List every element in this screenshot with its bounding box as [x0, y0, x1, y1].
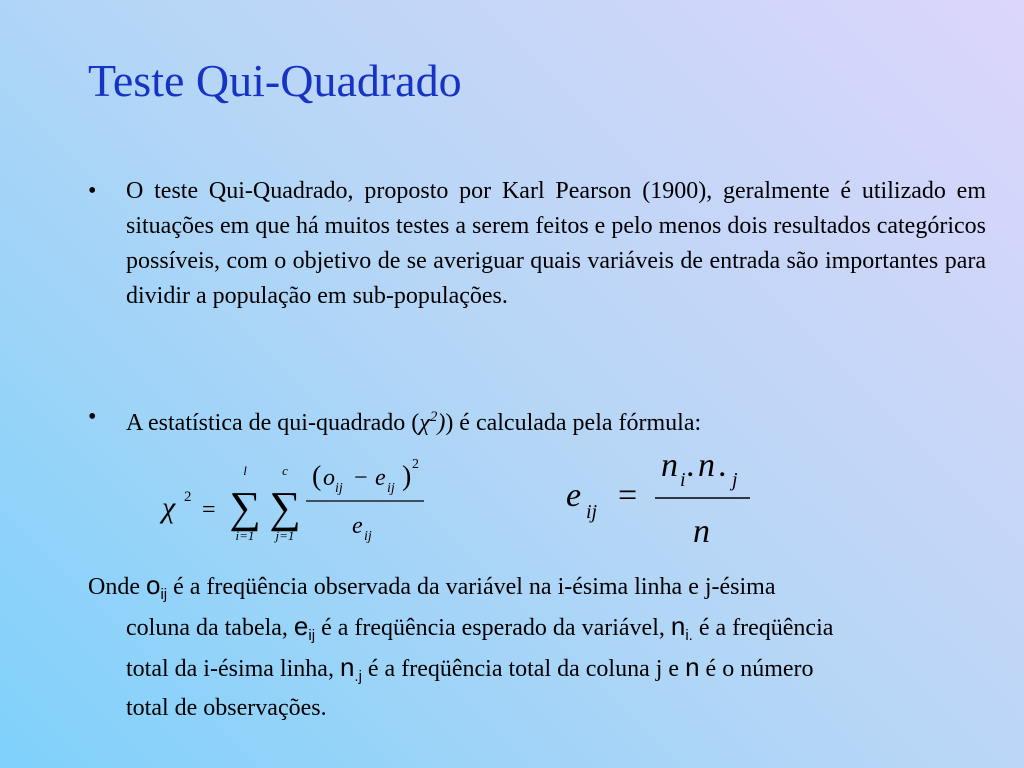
- formula-svg: [0, 440, 1024, 560]
- sum2-top: c: [282, 463, 288, 478]
- svg-text:i: i: [680, 469, 686, 491]
- chi-power: 2: [184, 489, 192, 505]
- slide-title: Teste Qui-Quadrado: [88, 55, 462, 106]
- sigma-1: ∑: [229, 483, 261, 532]
- svg-text:ij: ij: [387, 481, 395, 496]
- sum1-bottom: i=1: [235, 528, 255, 543]
- bullet-item-statistic: [88, 400, 986, 441]
- paren-open: (: [312, 461, 322, 492]
- svg-text:ij: ij: [335, 481, 343, 496]
- sigma-2: ∑: [269, 483, 301, 532]
- formula-area: [0, 440, 1024, 560]
- equals-sign: =: [202, 497, 216, 523]
- chi-symbol: χ: [419, 410, 430, 436]
- chi-square-formula: [159, 457, 424, 544]
- equals-sign: =: [618, 477, 638, 514]
- expected-frequency-formula: [566, 447, 750, 550]
- svg-text:.: .: [686, 447, 695, 484]
- svg-text:e: e: [375, 465, 386, 491]
- svg-text:n: n: [661, 447, 678, 484]
- e-sub: ij: [586, 501, 598, 523]
- sum2-bottom: j=1: [275, 528, 295, 543]
- svg-text:n: n: [698, 447, 715, 484]
- svg-text:ij: ij: [364, 529, 372, 544]
- svg-text:o: o: [323, 465, 335, 491]
- paren-close: ): [402, 461, 412, 492]
- svg-text:2: 2: [412, 457, 419, 472]
- variable-definitions: Onde $o_{ij}$ é a freqüência observada da variável na i-ésima linha e j-ésima coluna da tabela, $e_{ij}$ é a freqüência esperado da variável, $n_{i.}$ é a freqüência total da i-ésima linha, $n_{.j}$ é a freqüência total da coluna j e n é o número total de observações.: [88, 570, 834, 721]
- denominator-n: n: [693, 513, 710, 550]
- bullet-marker: •: [88, 404, 97, 430]
- bullet-text: O teste Qui-Quadrado, proposto por Karl Pearson (1900), geralmente é utilizado em situações em que há muitos testes a serem feitos e pelo menos dois resultados categóricos possíveis, com o objetivo de se averiguar quais variáveis de entrada são importantes para dividir a população em sub-populações.: [126, 178, 986, 309]
- bullet-text: A estatística de qui-quadrado $(\chi^2)$) é calculada pela fórmula:: [126, 409, 702, 436]
- chi-symbol: χ: [162, 491, 176, 524]
- denominator-e: e: [352, 513, 363, 539]
- bullet-item-description: [88, 174, 986, 314]
- svg-text:.: .: [718, 447, 727, 484]
- svg-text:−: −: [354, 465, 368, 491]
- e-symbol: e: [566, 477, 582, 514]
- svg-text:j: j: [732, 469, 738, 491]
- sum1-top: l: [243, 463, 247, 478]
- bullet-marker: •: [88, 178, 97, 204]
